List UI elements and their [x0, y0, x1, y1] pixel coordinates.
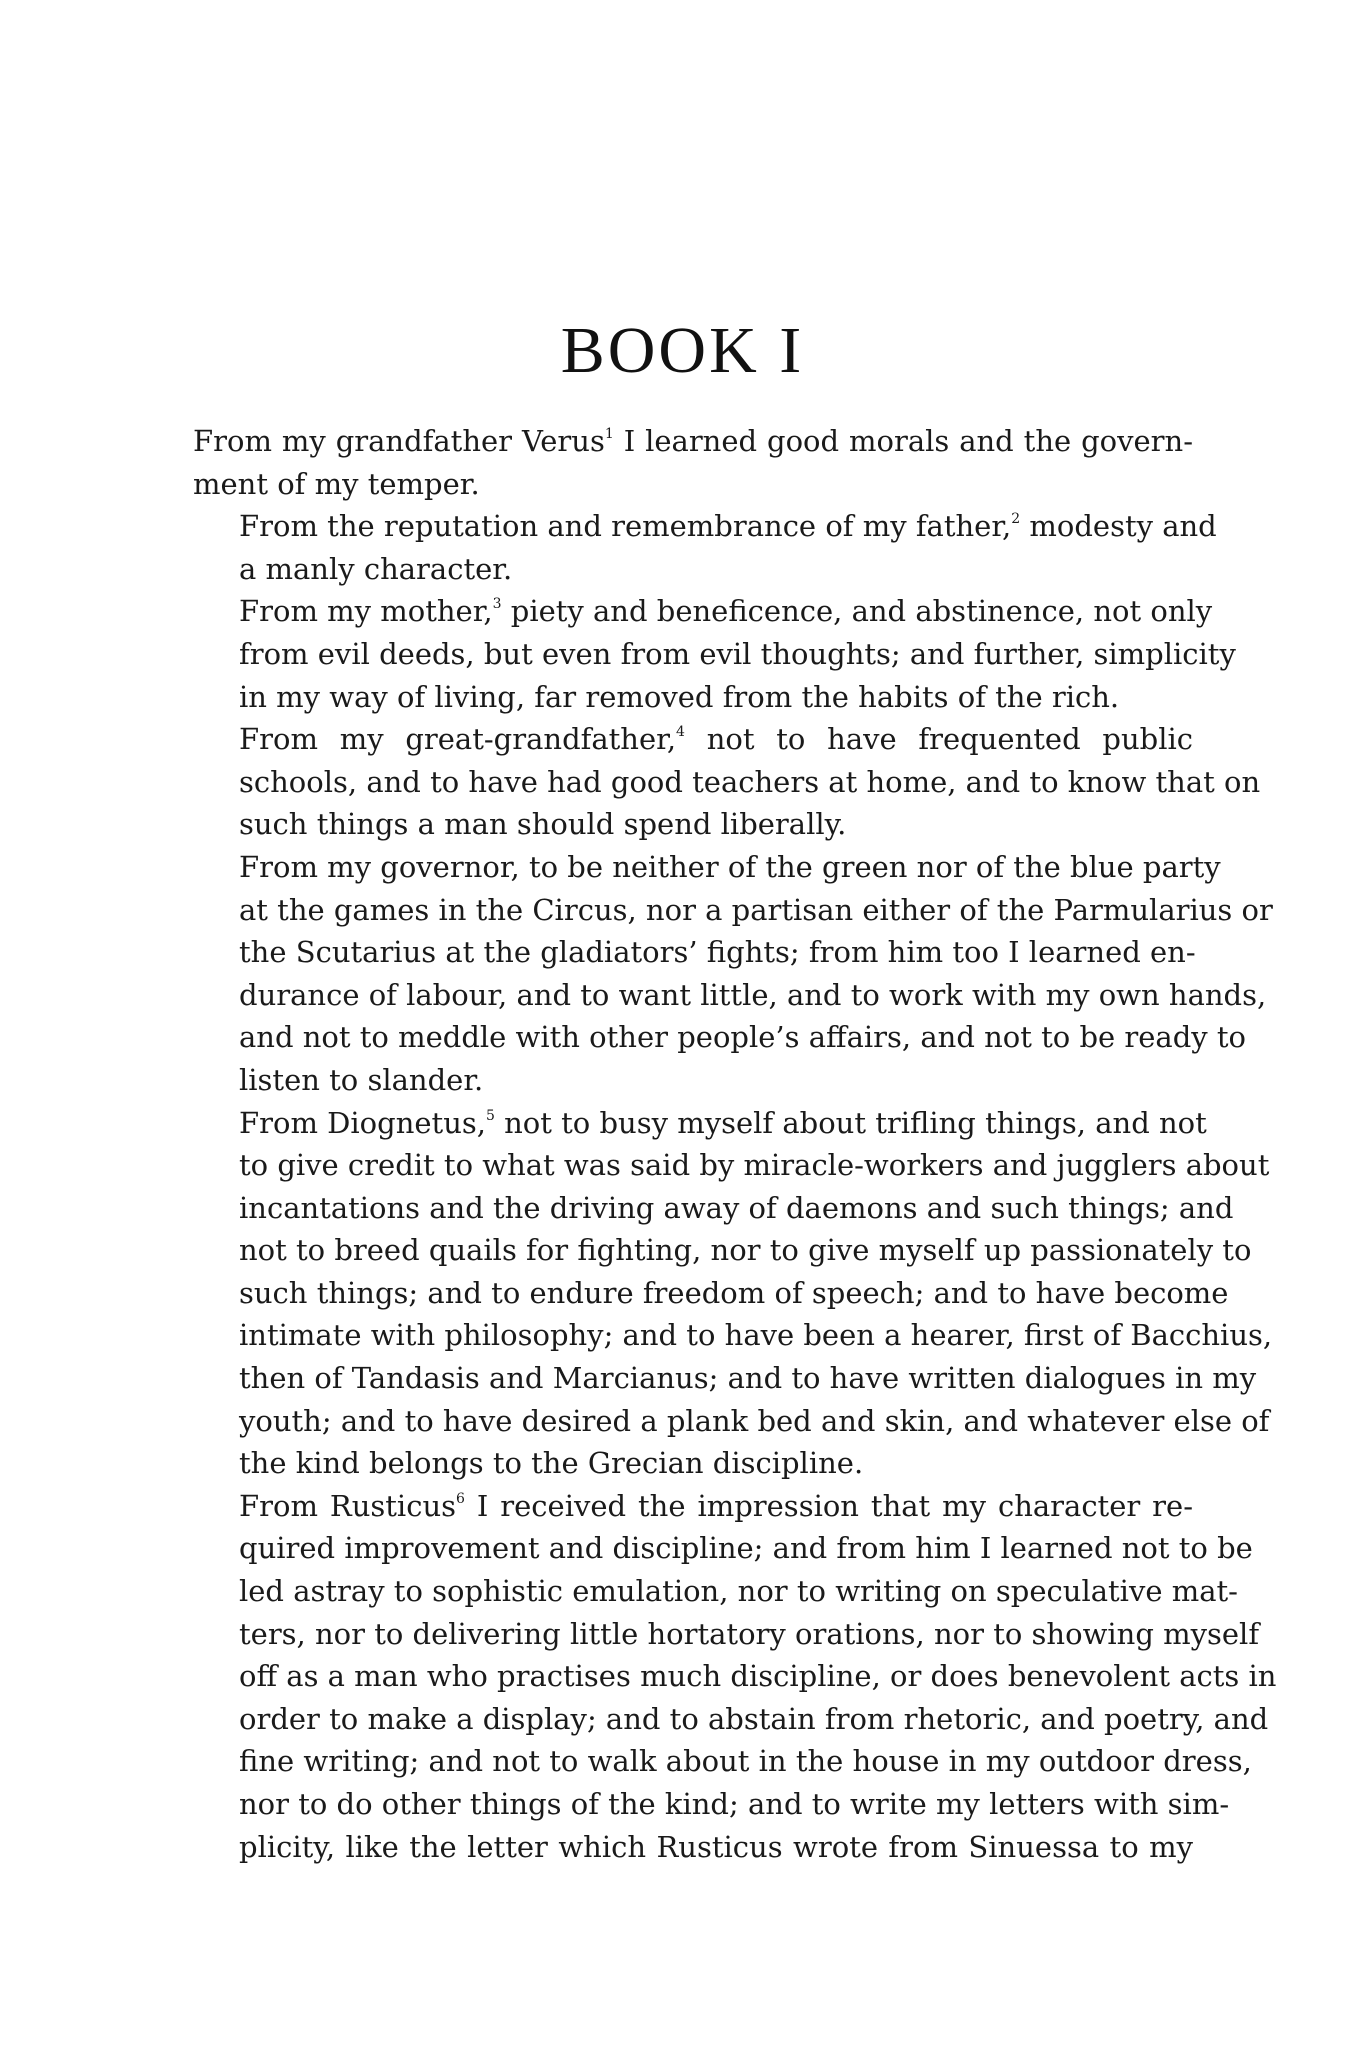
text-line	[193, 1655, 1277, 1698]
text-line	[193, 1144, 1270, 1187]
text-line	[193, 1826, 1193, 1869]
text-line	[193, 505, 1217, 548]
text-line	[193, 1442, 1193, 1485]
text-line	[193, 1485, 1193, 1528]
text-line	[193, 1059, 1193, 1102]
text-line	[193, 846, 1221, 889]
text-line	[193, 1740, 1252, 1783]
text-segment: intimate with philosophy; and to have been a hearer, first of Bacchius,	[239, 1318, 1273, 1353]
text-segment: plicity, like the letter which Rusticus wrote from Sinuessa to my	[239, 1829, 1193, 1864]
body-text	[193, 420, 1277, 1868]
text-line	[193, 590, 1213, 633]
text-line	[193, 889, 1273, 932]
text-segment: schools, and to have had good teachers at home, and to know that on	[239, 764, 1261, 799]
text-segment: quired improvement and discipline; and from him I learned not to be	[239, 1531, 1253, 1566]
text-segment: From my great-grandfather,	[239, 722, 677, 757]
footnote-marker[interactable]: 3	[492, 596, 502, 613]
text-line	[193, 1400, 1270, 1443]
text-line	[193, 1527, 1253, 1570]
text-segment: durance of labour, and to want little, and to work with my own hands,	[239, 977, 1267, 1012]
text-line	[193, 463, 1193, 506]
text-segment: fine writing; and not to walk about in the house in my outdoor dress,	[239, 1744, 1252, 1779]
text-segment: modesty and	[1020, 509, 1217, 544]
text-segment: a manly character.	[239, 551, 513, 586]
text-segment: such things a man should spend liberally.	[239, 807, 847, 842]
text-line	[193, 1016, 1246, 1059]
text-segment: From my grandfather Verus	[193, 424, 605, 458]
text-segment: to give credit to what was said by miracle-workers and jugglers about	[239, 1148, 1270, 1183]
paragraph	[193, 846, 1273, 1102]
text-segment: ters, nor to delivering little hortatory orations, nor to showing myself	[239, 1616, 1260, 1651]
text-segment: then of Tandasis and Marcianus; and to have written dialogues in my	[239, 1361, 1257, 1396]
text-segment: From Diognetus,	[239, 1105, 486, 1140]
text-line	[193, 974, 1267, 1017]
paragraph	[193, 1485, 1277, 1868]
text-line	[193, 1698, 1269, 1741]
text-segment: such things; and to endure freedom of speech; and to have become	[239, 1275, 1229, 1310]
text-segment: incantations and the driving away of daemons and such things; and	[239, 1190, 1234, 1225]
footnote-marker[interactable]: 1	[604, 426, 614, 442]
text-segment: the Scutarius at the gladiators’ fights; from him too I learned en-	[239, 935, 1196, 970]
text-segment: piety and beneficence, and abstinence, not only	[501, 594, 1213, 629]
text-segment: led astray to sophistic emulation, nor to writing on speculative mat-	[239, 1574, 1238, 1609]
footnote-marker[interactable]: 4	[676, 724, 685, 741]
text-line	[193, 420, 1193, 463]
text-segment: order to make a display; and to abstain from rhetoric, and poetry, and	[239, 1701, 1269, 1736]
text-segment: From my mother,	[239, 594, 493, 629]
text-segment: youth; and to have desired a plank bed and skin, and whatever else of	[239, 1403, 1270, 1438]
text-line	[193, 1102, 1207, 1145]
text-line	[193, 931, 1196, 974]
paragraph	[193, 718, 1261, 846]
text-line	[193, 676, 1193, 719]
text-segment: nor to do other things of the kind; and to write my letters with sim-	[239, 1787, 1230, 1821]
paragraph	[193, 590, 1236, 718]
text-line	[193, 1187, 1234, 1230]
text-segment: listen to slander.	[239, 1062, 484, 1097]
text-line	[193, 633, 1236, 676]
text-segment: off as a man who practises much discipline, or does benevolent acts in	[239, 1659, 1277, 1694]
text-line	[193, 718, 1193, 761]
footnote-marker[interactable]: 5	[485, 1107, 495, 1124]
text-segment: I received the impression that my character re-	[464, 1488, 1193, 1523]
text-line	[193, 1783, 1230, 1826]
paragraph	[193, 420, 1193, 505]
text-line	[193, 1272, 1229, 1315]
text-segment: the kind belongs to the Grecian discipline.	[239, 1446, 864, 1481]
text-line	[193, 548, 1193, 591]
paragraph	[193, 1102, 1273, 1485]
footnote-marker[interactable]: 6	[456, 1490, 465, 1507]
text-line	[193, 803, 1193, 846]
text-line	[193, 1613, 1260, 1656]
text-segment: not to breed quails for fighting, nor to give myself up passionately to	[239, 1233, 1252, 1268]
text-segment: not to busy myself about trifling things, and not	[494, 1105, 1207, 1140]
page-title: BOOK I	[560, 314, 805, 387]
text-line	[193, 1570, 1238, 1613]
text-segment: From the reputation and remembrance of my father,	[239, 509, 1012, 544]
footnote-marker[interactable]: 2	[1011, 511, 1021, 528]
text-line	[193, 761, 1261, 804]
text-line	[193, 1229, 1252, 1272]
text-segment: I learned good morals and the govern-	[613, 424, 1193, 458]
text-segment: from evil deeds, but even from evil thoughts; and further, simplicity	[239, 636, 1236, 671]
text-segment: ment of my temper.	[193, 466, 480, 501]
text-segment: From my governor, to be neither of the green nor of the blue party	[239, 849, 1221, 884]
text-segment: From Rusticus	[239, 1488, 457, 1523]
text-line	[193, 1314, 1273, 1357]
text-segment: and not to meddle with other people’s affairs, and not to be ready to	[239, 1020, 1246, 1055]
text-line	[193, 1357, 1257, 1400]
paragraph	[193, 505, 1217, 590]
text-segment: not to have frequented public	[684, 722, 1193, 757]
text-segment: at the games in the Circus, nor a partisan either of the Parmularius or	[239, 892, 1273, 927]
text-segment: in my way of living, far removed from the habits of the rich.	[239, 679, 1120, 714]
